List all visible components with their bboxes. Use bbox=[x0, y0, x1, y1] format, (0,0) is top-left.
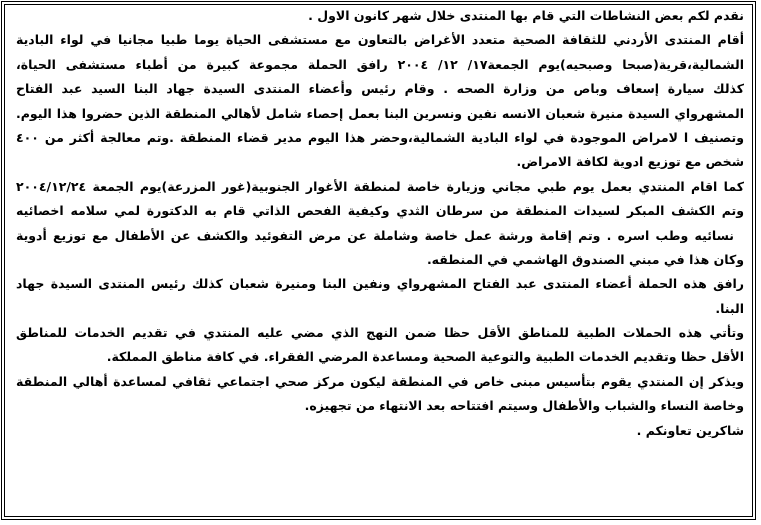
closing-line: شاكرين تعاونكم . bbox=[636, 422, 744, 438]
paragraph-1-line-3: كذلك سيارة إسعاف وباص من وزارة الصحه . وقام رئيس وأعضاء المنتدى السيدة جهاد البنا السيد عبد الفتاح bbox=[16, 81, 744, 97]
paragraph-4-line-2: الأقل حظا وتقديم الخدمات الطبية والتوعية الصحية ومساعدة المرضي الفقراء. في كافة مناطق المملكة. bbox=[106, 349, 744, 365]
paragraph-3-line-2: البنا. bbox=[715, 300, 744, 316]
paragraph-1-line-5: وتصنيف ا لامراض الموجودة في لواء البادية الشمالية،وحضر هذا اليوم مدير قضاء المنطقة .وتم معالجة أكثر من ٤٠٠ bbox=[16, 129, 744, 145]
paragraph-2-line-2: وتم الكشف المبكر لسيدات المنطقة من سرطان الثدي وكيفية الفحص الذاتي قام به الدكتورة لمي سلامه اخصائيه bbox=[16, 203, 744, 219]
paragraph-2-line-1: كما اقام المنتدي بعمل يوم طبي مجاني وزيارة خاصة لمنطقة الأغوار الجنوبية(غور المزرعة)يوم الجمعة ٢٠٠٤/١٢/٢٤ bbox=[16, 178, 744, 194]
paragraph-1-line-4: المشهرواي السيدة منيرة شعبان الانسه نفين ونسرين البنا بعمل إحصاء شامل لأهالي المنطقة الذين حضروا هذا اليوم. bbox=[16, 105, 744, 121]
paragraph-2-line-3: نسائيه وطب اسره . وتم إقامة ورشة عمل خاصة وشاملة عن مرض التفوئيد والكشف عن الأطفال مع توزيع أدوية bbox=[16, 227, 734, 243]
paragraph-4-line-1: وتأتي هذه الحملات الطبية للمناطق الأقل حظا ضمن النهج الذي مضي عليه المنتدي في تقديم الخدمات للمناطق bbox=[16, 325, 744, 341]
paragraph-5-line-1: ويذكر إن المنتدي يقوم بتأسيس مبنى خاص في المنطقة ليكون مركز صحي اجتماعي ثقافي لمساعدة أهالي المنطقة bbox=[16, 373, 744, 389]
paragraph-1-line-6: شخص مع توزيع ادوية لكافة الامراض. bbox=[516, 154, 744, 170]
document-body bbox=[16, 4, 744, 443]
paragraph-3-line-1: رافق هذه الحملة أعضاء المنتدى عبد الفتاح المشهرواي ونفين البنا ومنيرة شعبان كذلك رئيس المنتدى السيدة جهاد bbox=[16, 276, 744, 292]
paragraph-5-line-2: وخاصة النساء والشباب والأطفال وسيتم افتتاحه بعد الانتهاء من تجهيزه. bbox=[304, 398, 744, 414]
paragraph-1-line-1: أقام المنتدى الأردني للثقافة الصحية متعدد الأغراض بالتعاون مع مستشفى الحياة يوما طبيا مجانيا في لواء البادية bbox=[16, 32, 744, 48]
paragraph-1-line-2: الشمالية،قرية(صبحا وصبحيه)يوم الجمعة١٧/ ١٢/ ٢٠٠٤ رافق الحملة مجموعة كبيرة من أطباء مستشفى الحياة، bbox=[16, 56, 744, 72]
paragraph-2-line-4: وكان هذا في مبني الصندوق الهاشمي في المنطقه. bbox=[426, 251, 744, 267]
intro-line: نقدم لكم بعض النشاطات التي قام بها المنتدى خلال شهر كانون الاول . bbox=[308, 8, 744, 23]
